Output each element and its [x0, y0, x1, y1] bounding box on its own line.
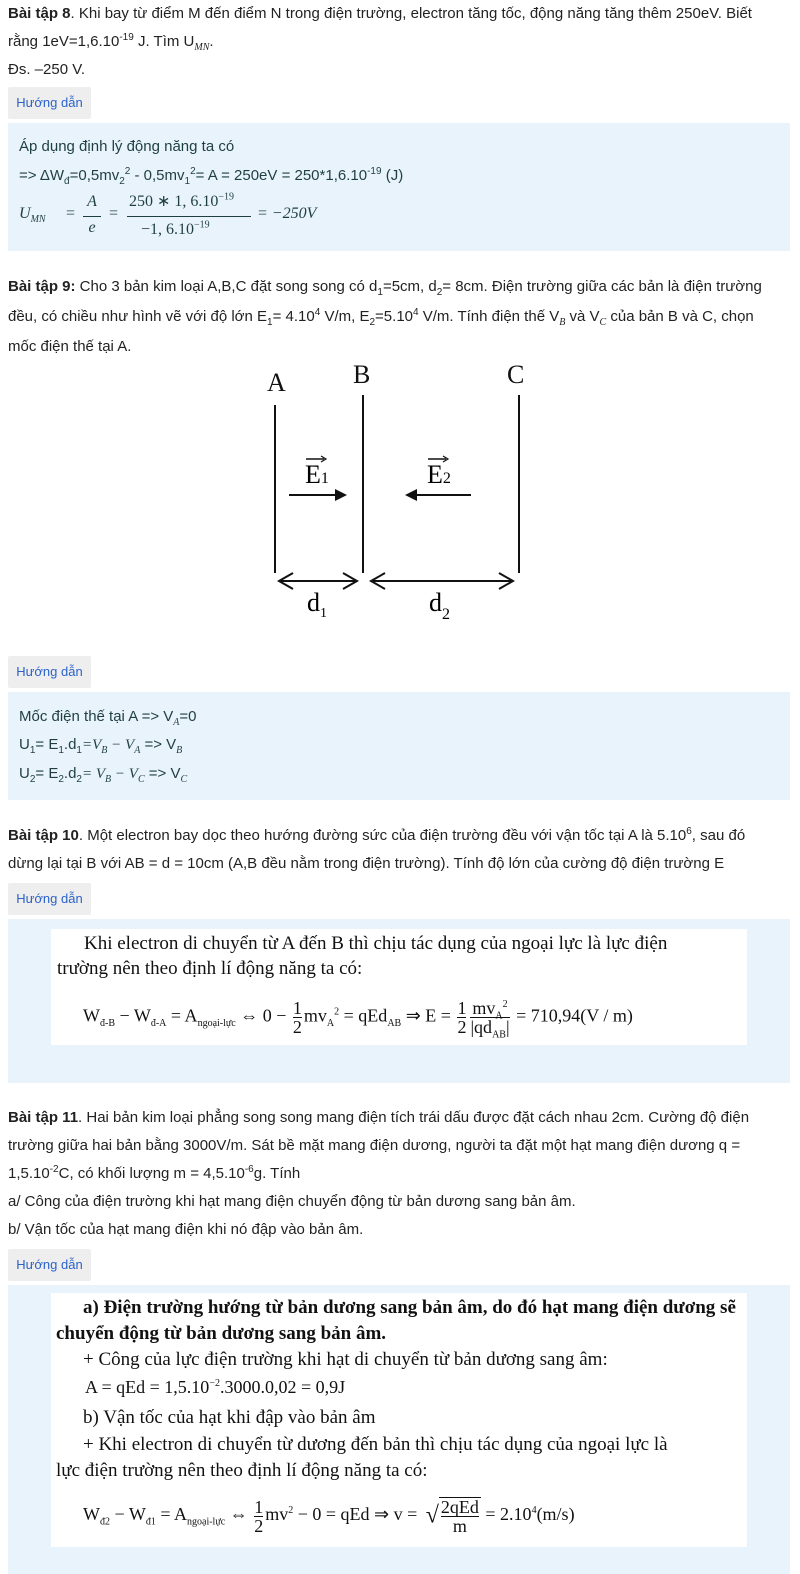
t: |qd: [470, 1017, 493, 1037]
fraction-bar: [127, 216, 251, 217]
t: d: [429, 588, 442, 617]
exercise-8-answer: Đs. –250 V.: [8, 61, 85, 78]
t: 2: [334, 1006, 340, 1018]
t: 4: [531, 1505, 537, 1517]
t: + Công của lực điện trường khi hạt di chuyển từ bản dương sang âm:: [83, 1349, 608, 1370]
t: của bản B và C, chọn: [606, 308, 754, 325]
t: + Khi electron di chuyển từ dương đến bản thì chịu tác dụng của ngoại lực là: [83, 1434, 668, 1455]
t: ⇒ E =: [401, 1005, 451, 1026]
t: 2: [292, 1017, 302, 1037]
t: 2qEd: [440, 1497, 479, 1517]
t: ⇔ 0 −: [235, 1005, 287, 1026]
t: (J): [381, 167, 404, 184]
t: C, có khối lượng m = 4,5.10: [58, 1165, 245, 1182]
t: MN: [30, 214, 46, 226]
t: −19: [194, 219, 210, 231]
t: ⇔: [225, 1504, 248, 1525]
exercise-8-text-line1: . Khi bay từ điểm M đến điểm N trong điện trường, electron tăng tốc, động năng tăng thêm 250eV. Biết: [70, 5, 752, 22]
t: m: [452, 1516, 467, 1536]
t: = 8cm. Điện trường giữa các bản là điện trường: [442, 278, 762, 295]
t: − 0 = qEd ⇒ v =: [293, 1504, 418, 1525]
t: , sau đó: [691, 827, 746, 844]
t: 1: [320, 606, 327, 621]
t: = A: [155, 1504, 187, 1525]
t: AB: [387, 1018, 402, 1030]
solution-8-formula: [19, 191, 419, 243]
solution-11-image: [51, 1293, 747, 1547]
t: ngoại-lực: [197, 1018, 236, 1030]
t: −1, 6.10: [141, 221, 195, 238]
t: Khi electron di chuyển từ A đến B thì chịu tác dụng của ngoại lực là lực điện: [84, 933, 668, 954]
t: mv: [472, 998, 496, 1018]
label-A: A: [267, 368, 286, 397]
t: B: [101, 745, 108, 756]
t: Mốc điện thế tại A => V: [19, 708, 174, 725]
t: −19: [218, 191, 235, 203]
t: 1: [457, 998, 467, 1018]
t: 1: [184, 176, 191, 187]
t: =V: [81, 737, 102, 753]
t: A: [173, 717, 180, 728]
t: =0,5mv: [69, 167, 120, 184]
fraction: [457, 999, 466, 1036]
t: 1: [254, 1496, 264, 1517]
solution-box-8: [8, 123, 790, 251]
t: A: [326, 1018, 335, 1030]
exercise-11-statement: [8, 1104, 792, 1244]
t: a/ Công của điện trường khi hạt mang điện chuyển động từ bản dương sang bản âm.: [8, 1193, 576, 1210]
t: 2: [457, 1017, 467, 1037]
square-root: [426, 1497, 481, 1535]
t: lực điện trường nên theo định lí động năng ta có:: [56, 1460, 428, 1481]
t: 1: [377, 287, 383, 298]
t: = A: [166, 1005, 198, 1026]
guide-button-8[interactable]: Hướng dẫn: [8, 87, 91, 119]
t: - 0,5mv: [130, 167, 185, 184]
t: đ2: [100, 1516, 110, 1528]
e1-label: [305, 460, 329, 489]
t: đ: [64, 176, 70, 187]
fraction: [470, 998, 510, 1041]
t: 1: [267, 317, 273, 328]
t: mv: [265, 1504, 289, 1525]
t: E: [305, 460, 321, 489]
t: 2: [190, 166, 196, 177]
t: -19: [367, 166, 382, 177]
solution-box-10: [8, 919, 790, 1083]
t: − V: [107, 737, 135, 753]
t: -6: [244, 1164, 254, 1175]
velocity-equation: [83, 1497, 575, 1535]
radical-sign: √: [425, 1502, 439, 1529]
t: W: [83, 1504, 100, 1525]
numerator: [129, 191, 234, 211]
exercise-9-title: Bài tập 9:: [8, 278, 76, 295]
t: 4: [314, 307, 321, 318]
t: =5cm, d: [382, 278, 437, 295]
t: đều, có chiều như hình vẽ với độ lớn E: [8, 308, 268, 325]
t: => V: [144, 765, 181, 782]
t: 4: [413, 307, 419, 318]
solution-10-equation: [83, 998, 633, 1041]
t: AB: [492, 1029, 506, 1041]
t: b/ Vận tốc của hạt mang điện khi nó đập vào bản âm.: [8, 1221, 364, 1238]
t: 2: [119, 176, 125, 187]
exercise-8-text: J. Tìm U: [133, 33, 195, 50]
t: đ-A: [150, 1018, 167, 1030]
fraction: [439, 1497, 481, 1535]
t: 1: [292, 998, 302, 1018]
exercise-10-statement: [8, 822, 792, 878]
formula-lhs: [19, 205, 46, 226]
t: g. Tính: [253, 1165, 301, 1182]
exercise-8-text: rằng 1eV=1,6.10: [8, 33, 120, 50]
t: C: [599, 317, 607, 328]
t: mv: [303, 1005, 327, 1026]
solution-8-line2: [19, 164, 403, 188]
t: E: [427, 460, 443, 489]
t: => V: [140, 736, 177, 753]
t: 1: [76, 745, 82, 756]
t: chuyển động từ bản dương sang bản âm.: [56, 1323, 387, 1344]
t: 2: [254, 1515, 264, 1536]
t: 1: [320, 470, 329, 487]
guide-button-9[interactable]: Hướng dẫn: [8, 656, 91, 688]
t: = qEd: [339, 1005, 388, 1026]
guide-button-11[interactable]: Hướng dẫn: [8, 1249, 91, 1281]
t: = V: [81, 766, 106, 782]
exercise-10-title: Bài tập 10: [8, 827, 79, 844]
t: − V: [111, 766, 138, 782]
t: đ1: [145, 1516, 156, 1528]
e2-arrowhead: [405, 489, 417, 501]
t: 1,5.10: [8, 1165, 50, 1182]
t: Cho 3 bản kim loại A,B,C đặt song song có d: [75, 278, 378, 295]
t: 250 ∗ 1, 6.10: [129, 193, 219, 210]
solution-9-line1: [19, 705, 197, 729]
t: = 4.10: [272, 308, 315, 325]
t: −2: [209, 1378, 220, 1389]
t: 1: [58, 745, 64, 756]
t: mốc điện thế tại A.: [8, 338, 132, 355]
t: − W: [110, 1504, 146, 1525]
t: = 710,94(V / m): [511, 1005, 633, 1026]
exercise-8-statement: [8, 0, 792, 84]
t: . Hai bản kim loại phẳng song song mang điện tích trái dấu được đặt cách nhau 2cm. Cường độ điện: [78, 1109, 750, 1126]
t: A = qEd = 1,5.10: [85, 1377, 210, 1397]
t: .d: [63, 736, 77, 753]
t: 2: [288, 1505, 294, 1517]
t: B: [176, 745, 183, 756]
t: B: [105, 774, 112, 785]
umn-subscript: MN: [194, 42, 210, 53]
t: A: [134, 745, 141, 756]
t: = −250V: [257, 205, 317, 222]
label-B: B: [353, 360, 371, 389]
fraction: [293, 999, 302, 1036]
period: .: [209, 33, 214, 50]
t: A: [495, 1010, 503, 1022]
t: (m/s): [536, 1504, 575, 1525]
t: dừng lại tại B với AB = d = 10cm (A,B đều nằm trong điện trường). Tính độ lớn của cường độ điện trường E: [8, 855, 725, 872]
t: => ΔW: [19, 167, 65, 184]
subscript: [194, 34, 210, 53]
d1-label: [307, 588, 327, 621]
t: W: [83, 1005, 100, 1026]
fraction-bar: [83, 216, 101, 217]
t: =: [66, 205, 76, 222]
t: C: [180, 774, 188, 785]
t: trường giữa hai bản bằng 3000V/m. Sát bề mặt mang điện dương, người ta đặt một hạt mang điện dương q =: [8, 1137, 741, 1154]
t: 2: [442, 606, 450, 623]
t: V/m, E: [320, 308, 370, 325]
denominator: [141, 221, 210, 239]
d2-label: [429, 588, 450, 623]
t: đ-B: [100, 1018, 115, 1030]
t: =0: [179, 708, 197, 725]
exercise-8-title: Bài tập 8: [8, 5, 71, 22]
t: =5.10: [375, 308, 414, 325]
t: 2: [76, 774, 82, 785]
t: 2: [29, 774, 36, 785]
t: A: [87, 193, 97, 210]
label-C: C: [507, 360, 525, 389]
t: = E: [35, 736, 59, 753]
t: B: [559, 317, 566, 328]
e2-label: [427, 460, 451, 489]
solution-8-line1: Áp dụng định lý động năng ta có: [19, 138, 235, 155]
t: .3000.0,02 = 0,9J: [219, 1377, 346, 1397]
work-equation: [85, 1377, 345, 1398]
t: 6: [686, 826, 692, 837]
t: C: [137, 774, 145, 785]
plates-diagram: [255, 355, 545, 630]
t: = A = 250eV = 250*1,6.10: [195, 167, 368, 184]
t: U: [19, 205, 31, 222]
t: V/m. Tính điện thế V: [418, 308, 560, 325]
exp: -19: [119, 32, 134, 43]
solution-9-line3: [19, 762, 187, 786]
exercise-9-statement: [8, 272, 792, 362]
t: a) Điện trường hướng từ bản dương sang bản âm, do đó hạt mang điện dương sẽ: [83, 1297, 736, 1318]
t: b) Vận tốc của hạt khi đập vào bản âm: [83, 1407, 376, 1428]
solution-9-line2: [19, 733, 182, 757]
e1-arrowhead: [335, 489, 347, 501]
t: 1: [29, 745, 36, 756]
t: =: [109, 205, 119, 222]
t: 2: [442, 470, 451, 487]
t: 2: [436, 287, 443, 298]
t: d: [307, 588, 320, 617]
t: 2: [369, 317, 376, 328]
t: và V: [565, 308, 600, 325]
t: U: [19, 765, 30, 782]
t: -2: [49, 1164, 59, 1175]
t: − W: [115, 1005, 151, 1026]
t: 2: [58, 774, 64, 785]
solution-10-image: [51, 929, 747, 1045]
t: |: [505, 1017, 510, 1037]
t: .d: [63, 765, 77, 782]
t: 2: [502, 999, 508, 1010]
t: 2: [124, 166, 131, 177]
t: e: [88, 219, 96, 236]
t: U: [19, 736, 30, 753]
solution-box-9: [8, 692, 790, 800]
t: ngoại-lực: [187, 1516, 226, 1528]
t: trường nên theo định lí động năng ta có:: [57, 958, 363, 979]
exercise-11-title: Bài tập 11: [8, 1109, 79, 1126]
solution-box-11: [8, 1285, 790, 1574]
t: . Một electron bay dọc theo hướng đường sức của điện trường đều với vận tốc tại A là 5.10: [78, 827, 687, 844]
fraction: [254, 1498, 263, 1535]
guide-button-10[interactable]: Hướng dẫn: [8, 883, 91, 915]
t: = 2.10: [480, 1504, 532, 1525]
t: = E: [35, 765, 59, 782]
